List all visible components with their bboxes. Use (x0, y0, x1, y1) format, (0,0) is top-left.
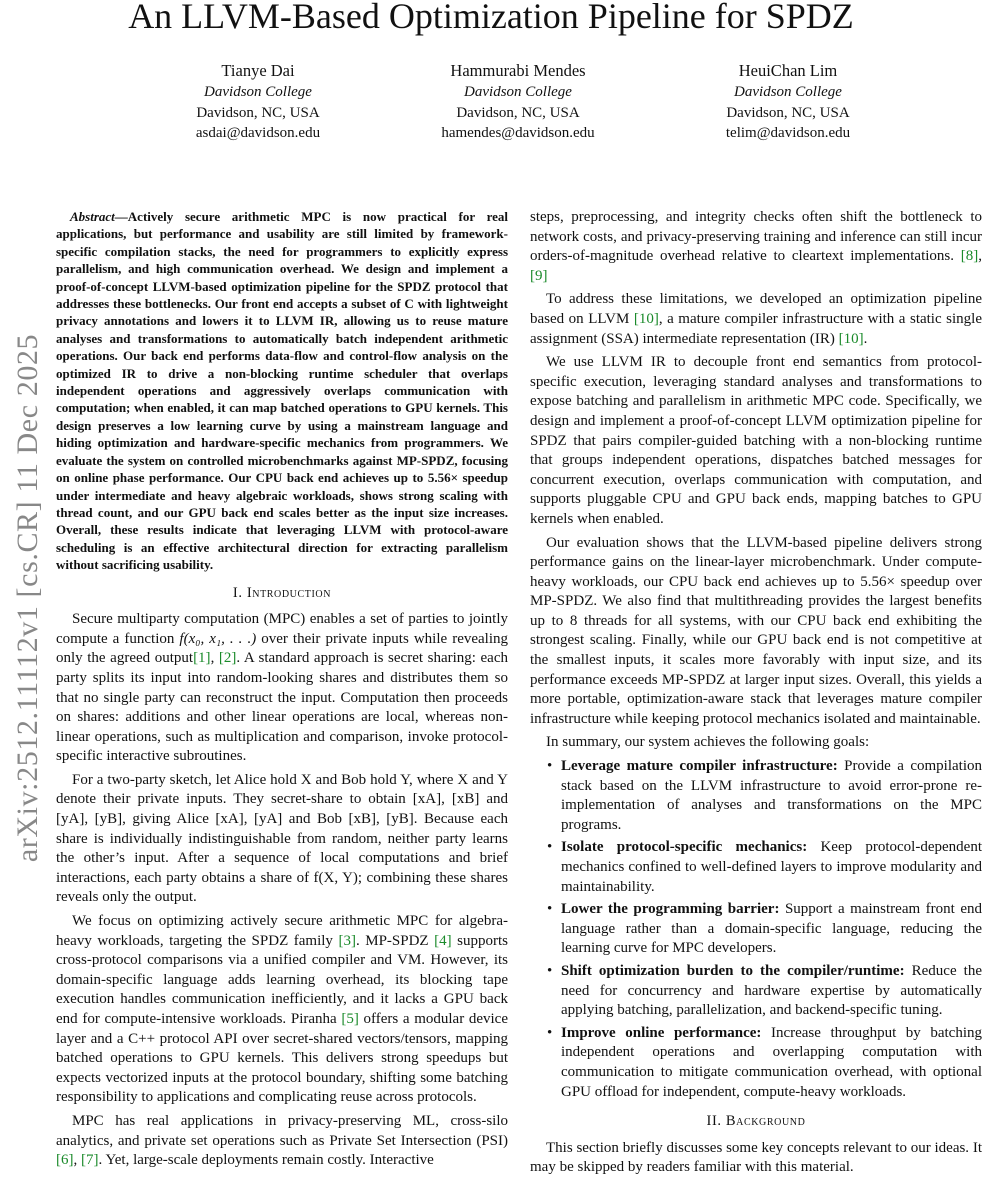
text-run: steps, preprocessing, and integrity checks often shift the bottleneck to network costs, and privacy-preserving training and inference can still incur orders-of-magnitude overhead relative to cleartext implementations. (530, 209, 982, 265)
citation-link[interactable]: [1] (193, 650, 211, 667)
text-run: . (863, 330, 868, 347)
list-item (530, 962, 982, 1021)
section-heading-background (530, 1112, 982, 1132)
author-name: Tianye Dai (221, 61, 295, 80)
intro-paragraph-1 (56, 610, 508, 767)
author-3 (648, 60, 928, 144)
goals-list (530, 757, 982, 1102)
author-name: Hammurabi Mendes (450, 61, 586, 80)
abstract (56, 208, 508, 574)
bullet-label: Shift optimization burden to the compiler/runtime: (561, 962, 905, 979)
intro-paragraph-5 (530, 290, 982, 349)
bullet-label: Isolate protocol-specific mechanics: (561, 839, 808, 856)
author-affiliation: Davidson College (734, 84, 842, 100)
text-run: Secure multiparty computation (MPC) enables a set of parties to jointly compute a function (56, 611, 508, 647)
citation-link[interactable]: [10] (633, 310, 659, 327)
list-item (530, 757, 982, 835)
text-run: supports cross-protocol comparisons via a unified compiler and VM. However, its domain-specific language adds learning overhead, its blocking tape execution handles communication inefficiently, and it lacks a GPU back end for compute-intensive workloads. Piranha (56, 932, 508, 1027)
author-1 (118, 60, 398, 144)
intro-paragraph-6: We use LLVM IR to decouple front end semantics from protocol-specific execution, leveraging standard analyses and transformations to expose batching and parallelism in arithmetic MPC code. Specifically, we design and implement a proof-of-concept LLVM optimization pipeline for SPDZ that pairs compiler-guided batching with a non-blocking runtime that groups independent operations, dispatches batched messages for concurrent execution, overlaps communication with computation, and supports pluggable CPU and GPU back ends, mapping batches to GPU kernels when enabled. (530, 354, 982, 527)
intro-paragraph-2: For a two-party sketch, let Alice hold X and Bob hold Y, where X and Y denote their private inputs. They secret-share to obtain [xA], [xB] and [yA], [yB], giving Alice [xA], [yA] and Bob [xB], [yB]. Because each share is individually indistinguishable from random, neither party learns the other’s input. After a sequence of local computations and brief interactions, each party obtains a share of f(X, Y); combining these shares reveals only the output. (56, 771, 508, 906)
citation-link[interactable]: [6] (56, 1152, 74, 1169)
intro-paragraph-7: Our evaluation shows that the LLVM-based pipeline delivers strong performance gains on the linear-layer microbenchmark. Under compute-heavy workloads, our CPU back end achieves up to 5.56× speedup over MP-SPDZ. We also find that multithreading provides the largest benefits up to 8 threads for all systems, with our CPU back end exhibiting the strongest scaling. Finally, while our GPU back end is not competitive at the smallest inputs, it scales more favorably with input size, and its performance exceeds MP-SPDZ at larger input sizes. Overall, this yields a more portable, optimization-aware stack that leverages mature compiler infrastructure while keeping protocol mechanics isolated and maintainable. (530, 534, 982, 727)
bullet-label: Improve online performance: (561, 1024, 762, 1041)
bullet-icon: • (547, 839, 553, 856)
text-run: . MP-SPDZ (355, 932, 435, 949)
bullet-text: Support a mainstream front end language rather than a domain-specific language, reducing the learning curve for MPC developers. (561, 901, 982, 957)
bullet-icon: • (547, 901, 553, 918)
text-run: MPC has real applications in privacy-preserving ML, cross-silo analytics, and private set operations such as Private Set Intersection (PSI) (56, 1112, 508, 1149)
paper-title: An LLVM-Based Optimization Pipeline for SPDZ (128, 0, 854, 36)
citation-link[interactable]: [9] (530, 267, 548, 284)
bullet-icon: • (547, 758, 553, 775)
bullet-text: Provide a compilation stack based on the LLVM infrastructure to avoid error-prone re-implementation of analyses and transformations on the MPC programs. (561, 758, 982, 833)
author-location: Davidson, NC, USA (196, 104, 320, 121)
author-location: Davidson, NC, USA (456, 104, 580, 121)
author-affiliation: Davidson College (204, 84, 312, 100)
author-email: hamendes@davidson.edu (441, 125, 595, 141)
author-email: asdai@davidson.edu (195, 125, 321, 141)
citation-link[interactable]: [5] (341, 1011, 359, 1027)
text-run: , (73, 1152, 81, 1169)
bullet-label: Leverage mature compiler infrastructure: (561, 758, 838, 775)
text-run: , (210, 650, 219, 667)
bullet-text: Increase throughput by batching independent operations and overlapping computation with communication to mitigate communication overhead, with optional GPU offload for independent, compute-heavy workloads. (561, 1024, 982, 1100)
bullet-text: Reduce the need for concurrency and hardware expertise by automatically applying batching, parallelization, and backend-specific tuning. (561, 962, 982, 1019)
intro-paragraph-continued (530, 208, 982, 286)
citation-link[interactable]: [10] (838, 330, 864, 347)
text-run: We focus on optimizing actively secure arithmetic MPC for algebra-heavy workloads, targeting the SPDZ family (56, 913, 508, 949)
bullet-icon: • (547, 1024, 553, 1041)
citation-link[interactable]: [7] (81, 1152, 99, 1169)
section-heading-introduction (56, 584, 508, 604)
author-email: telim@davidson.edu (725, 125, 851, 141)
arxiv-side-stamp: arXiv:2512.11112v1 [cs.CR] 11 Dec 2025 (11, 333, 44, 863)
right-column (530, 208, 982, 1182)
list-item (530, 838, 982, 897)
text-run: , (978, 248, 982, 265)
citation-link[interactable]: [8] (960, 248, 979, 265)
text-run: offers a modular device layer and a C++ protocol API over secret-shared vectors/tensors, mapping batched operations to GPU kernels. This delivers strong speedups but expects vectorized inputs at the protocol boundary, shifting some batching responsibility to applications and complicating reuse across protocols. (56, 1011, 508, 1106)
text-run: . Yet, large-scale deployments remain costly. Interactive (98, 1152, 434, 1169)
abstract-label: Abstract (70, 209, 115, 224)
goals-lead-in: In summary, our system achieves the following goals: (546, 734, 870, 751)
citation-link[interactable]: [3] (338, 932, 356, 949)
text-run: . A standard approach is secret sharing: each party splits its input into random-looking shares and distributes them so that no single party can reconstruct the input. Computation then proceeds on shares: additions and other linear operations are local, whereas non-linear operations, such as multiplication and comparison, invoke protocol-specific interactive subroutines. (56, 650, 509, 765)
text-run: To address these limitations, we developed an optimization pipeline based on LLVM (530, 291, 982, 327)
text-run: over their private inputs while revealing only the agreed output (56, 630, 508, 667)
intro-paragraph-3 (56, 912, 508, 1108)
citation-link[interactable]: [2] (218, 650, 237, 667)
left-column (56, 208, 508, 1175)
citation-link[interactable]: [4] (434, 932, 452, 949)
background-paragraph-1: This section briefly discusses some key concepts relevant to our ideas. It may be skipped by readers familiar with this material. (530, 1139, 982, 1176)
math-expression: f(x₀, x₁, . . .) (179, 630, 257, 647)
list-item (530, 900, 982, 959)
section-title: Introduction (246, 584, 332, 601)
bullet-icon: • (547, 962, 553, 979)
bullet-text: Keep protocol-dependent mechanics confined to well-defined layers to improve modularity and maintainability. (561, 839, 982, 895)
bullet-label: Lower the programming barrier: (561, 901, 780, 918)
author-2 (378, 60, 658, 144)
abstract-text: —Actively secure arithmetic MPC is now practical for real applications, but performance and usability are still limited by framework-specific compilation stacks, the need for programmers to explicitly express parallelism, and high communication overhead. We design and implement a proof-of-concept LLVM-based optimization pipeline for the SPDZ protocol that addresses these bottlenecks. Our front end accepts a subset of C with lightweight privacy annotations and lowers it to LLVM IR, allowing us to reuse mature analyses and transformations to automatically batch independent arithmetic operations. Our back end performs data-flow and control-flow analysis on the optimized IR to drive a non-blocking runtime scheduler that overlaps independent operations and aggressively overlaps communication with computation; when enabled, it can map batched operations to GPU kernels. This design preserves a low learning curve by using a mainstream language and hiding optimization and hardware-specific mechanics from programmers. We evaluate the system on controlled microbenchmarks against MP-SPDZ, focusing on online phase performance. Our CPU back end achieves up to 5.56× speedup under intermediate and heavy algebraic workloads, shows strong scaling with thread count, and our GPU back end scales better as the input size increases. Overall, these results indicate that leveraging LLVM with protocol-aware scheduling is an effective architectural direction for extracting parallelism without sacrificing usability. (56, 209, 508, 573)
section-title: Background (725, 1113, 806, 1130)
text-run: , a mature compiler infrastructure with a static single assignment (SSA) intermediate representation (IR) (530, 310, 982, 347)
section-numeral: II. (706, 1113, 726, 1130)
author-location: Davidson, NC, USA (726, 104, 850, 121)
author-affiliation: Davidson College (464, 84, 572, 100)
intro-paragraph-4 (56, 1112, 508, 1171)
list-item (530, 1024, 982, 1102)
author-name: HeuiChan Lim (738, 61, 838, 80)
section-numeral: I. (232, 584, 247, 601)
